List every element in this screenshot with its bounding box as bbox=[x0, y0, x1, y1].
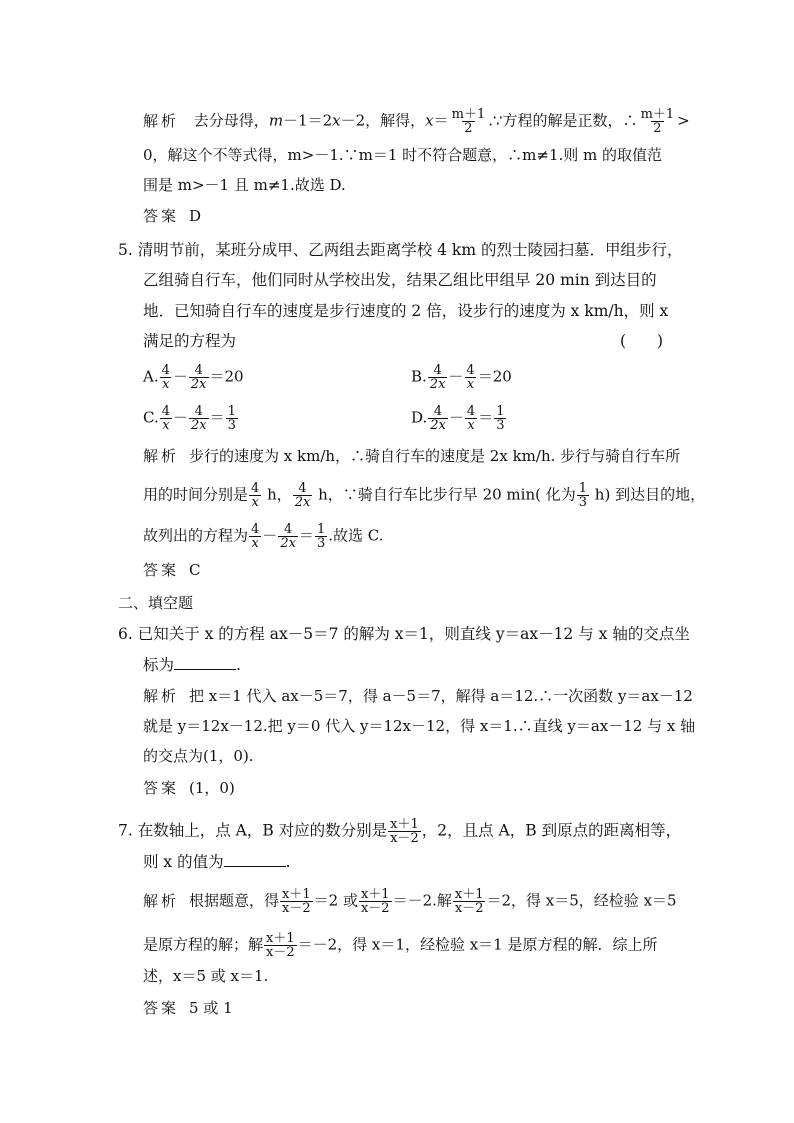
q5-analysis-line-3: 故列出的方程为 $\frac{4}{x}$ － $\frac{4}{2x}$ ＝ $\frac{1}{3}$ .故选 C. bbox=[143, 522, 384, 551]
analysis-label: 解析 bbox=[143, 891, 180, 910]
answer-label: 答案 bbox=[143, 561, 180, 579]
q6-stem-line-1: 6. 已知关于 x 的方程 ax－5＝7 的解为 x＝1，则直线 y＝ax－12 与 x 轴的交点坐 bbox=[118, 625, 690, 643]
q5-stem-line-2: 乙组骑自行车，他们同时从学校出发，结果乙组比甲组早 20 min 到达目的 bbox=[143, 271, 657, 289]
fraction: $\frac{m+1}{2}$ bbox=[451, 107, 486, 136]
q5-option-c: C. $\frac{4}{x}$ － $\frac{4}{2x}$ ＝ $\frac{1}{3}$ bbox=[143, 404, 236, 433]
q5-stem-line-3: 地．已知骑自行车的速度是步行速度的 2 倍，设步行的速度为 x km/h，则 x bbox=[143, 302, 669, 320]
q7-answer: 答案 5 或 1 bbox=[143, 999, 233, 1017]
q5-stem-line-1: 5. 清明节前，某班分成甲、乙两组去距离学校 4 km 的烈士陵园扫墓．甲组步行， bbox=[118, 241, 683, 259]
q6-stem-line-2: 标为 . bbox=[143, 656, 241, 674]
answer-paren: ( ) bbox=[620, 332, 664, 350]
q6-analysis-line-3: 的交点为(1，0). bbox=[143, 747, 254, 765]
q5-answer: 答案 C bbox=[143, 561, 201, 579]
q7-stem-line-2: 则 x 的值为 . bbox=[143, 853, 291, 871]
q7-stem-line-1: 7. 在数轴上，点 A，B 对应的数分别是 $\frac{x+1}{x-2}$ ，2，且点 A，B 到原点的距离相等， bbox=[118, 817, 682, 846]
q5-stem-line-4: 满足的方程为 bbox=[143, 332, 237, 350]
answer-label: 答案 bbox=[143, 999, 180, 1017]
q5-analysis-line-2: 用的时间分别是 $\frac{4}{x}$ h， $\frac{4}{2x}$ h，∵骑自行车比步行早 20 min( 化为 $\frac{1}{3}$ h) 到达目的地， bbox=[143, 481, 706, 510]
q4-answer: 答案 D bbox=[143, 207, 202, 225]
fraction: $\frac{m+1}{2}$ bbox=[640, 107, 675, 136]
q5-option-b: B. $\frac{4}{2x}$ － $\frac{4}{x}$ ＝20 bbox=[411, 363, 512, 392]
q5-option-a: A. $\frac{4}{x}$ － $\frac{4}{2x}$ ＝20 bbox=[143, 363, 244, 392]
q6-analysis-line-2: 就是 y＝12x－12.把 y＝0 代入 y＝12x－12，得 x＝1.∴直线 y＝ax－12 与 x 轴 bbox=[143, 717, 696, 735]
q7-analysis-line-2: 是原方程的解；解 $\frac{x+1}{x-2}$ ＝－2，得 x＝1，经检验 x＝1 是原方程的解．综上所 bbox=[143, 931, 658, 960]
answer-label: 答案 bbox=[143, 779, 180, 797]
analysis-label: 解析 bbox=[143, 111, 180, 130]
q4-analysis-line-3: 围是 m>－1 且 m≠1.故选 D. bbox=[143, 176, 346, 194]
q7-analysis-line-1: 解析 根据题意，得 $\frac{x+1}{x-2}$ ＝2 或 $\frac{x+1}{x-2}$ ＝－2.解 $\frac{x+1}{x-2}$ ＝2，得 x＝5，经检验 x＝5 bbox=[143, 887, 677, 916]
q5-option-d: D. $\frac{4}{2x}$ － $\frac{4}{x}$ ＝ $\frac{1}{3}$ bbox=[411, 404, 505, 433]
q6-analysis-line-1: 解析 把 x＝1 代入 ax－5＝7，得 a－5＝7，解得 a＝12.∴一次函数 y＝ax－12 bbox=[143, 687, 693, 705]
q4-analysis-line-1: 解析 去分母得，m－1＝2x－2，解得，x＝ $\frac{m+1}{2}$ .∵方程的解是正数，∴ $\frac{m+1}{2}$ > bbox=[143, 107, 690, 136]
analysis-label: 解析 bbox=[143, 687, 180, 705]
section-heading: 二、填空题 bbox=[118, 594, 194, 612]
q7-analysis-line-3: 述，x＝5 或 x＝1. bbox=[143, 967, 269, 985]
q6-answer: 答案 (1，0) bbox=[143, 779, 235, 797]
q5-analysis-line-1: 解析 步行的速度为 x km/h，∴骑自行车的速度是 2x km/h. 步行与骑自行车所 bbox=[143, 447, 681, 465]
answer-label: 答案 bbox=[143, 207, 180, 225]
answer-blank[interactable] bbox=[224, 852, 286, 867]
analysis-label: 解析 bbox=[143, 447, 180, 465]
q4-analysis-line-2: 0，解这个不等式得，m>－1.∵m＝1 时不符合题意，∴m≠1.则 m 的取值范 bbox=[143, 146, 663, 164]
answer-blank[interactable] bbox=[174, 655, 236, 670]
